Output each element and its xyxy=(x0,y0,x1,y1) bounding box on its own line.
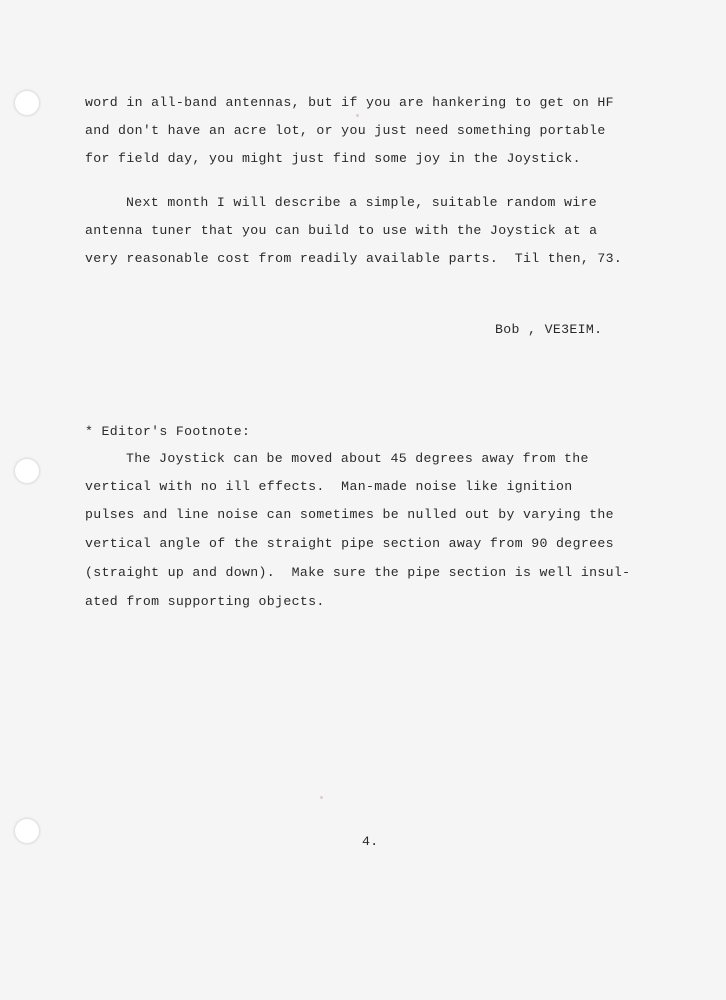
footnote-line: (straight up and down). Make sure the pipe section is well insul- xyxy=(85,565,631,580)
footnote-heading: * Editor's Footnote: xyxy=(85,424,251,439)
paragraph2-line: Next month I will describe a simple, suitable random wire xyxy=(126,195,598,210)
paragraph1-line: and don't have an acre lot, or you just need something portable xyxy=(85,123,606,138)
footnote-line: vertical angle of the straight pipe section away from 90 degrees xyxy=(85,536,614,551)
page-number: 4. xyxy=(362,834,379,849)
punch-hole-top xyxy=(14,90,40,116)
paragraph2-line: antenna tuner that you can build to use with the Joystick at a xyxy=(85,223,598,238)
footnote-line: The Joystick can be moved about 45 degrees away from the xyxy=(126,451,589,466)
punch-hole-middle xyxy=(14,458,40,484)
signature: Bob , VE3EIM. xyxy=(495,322,603,337)
paragraph1-line: word in all-band antennas, but if you are hankering to get on HF xyxy=(85,95,614,110)
paragraph2-line: very reasonable cost from readily available parts. Til then, 73. xyxy=(85,251,623,266)
footnote-line: vertical with no ill effects. Man-made noise like ignition xyxy=(85,479,573,494)
footnote-line: ated from supporting objects. xyxy=(85,594,325,609)
paper-speck xyxy=(320,796,323,799)
paper-speck xyxy=(356,114,359,117)
paragraph1-line: for field day, you might just find some joy in the Joystick. xyxy=(85,151,581,166)
footnote-line: pulses and line noise can sometimes be nulled out by varying the xyxy=(85,507,614,522)
punch-hole-bottom xyxy=(14,818,40,844)
